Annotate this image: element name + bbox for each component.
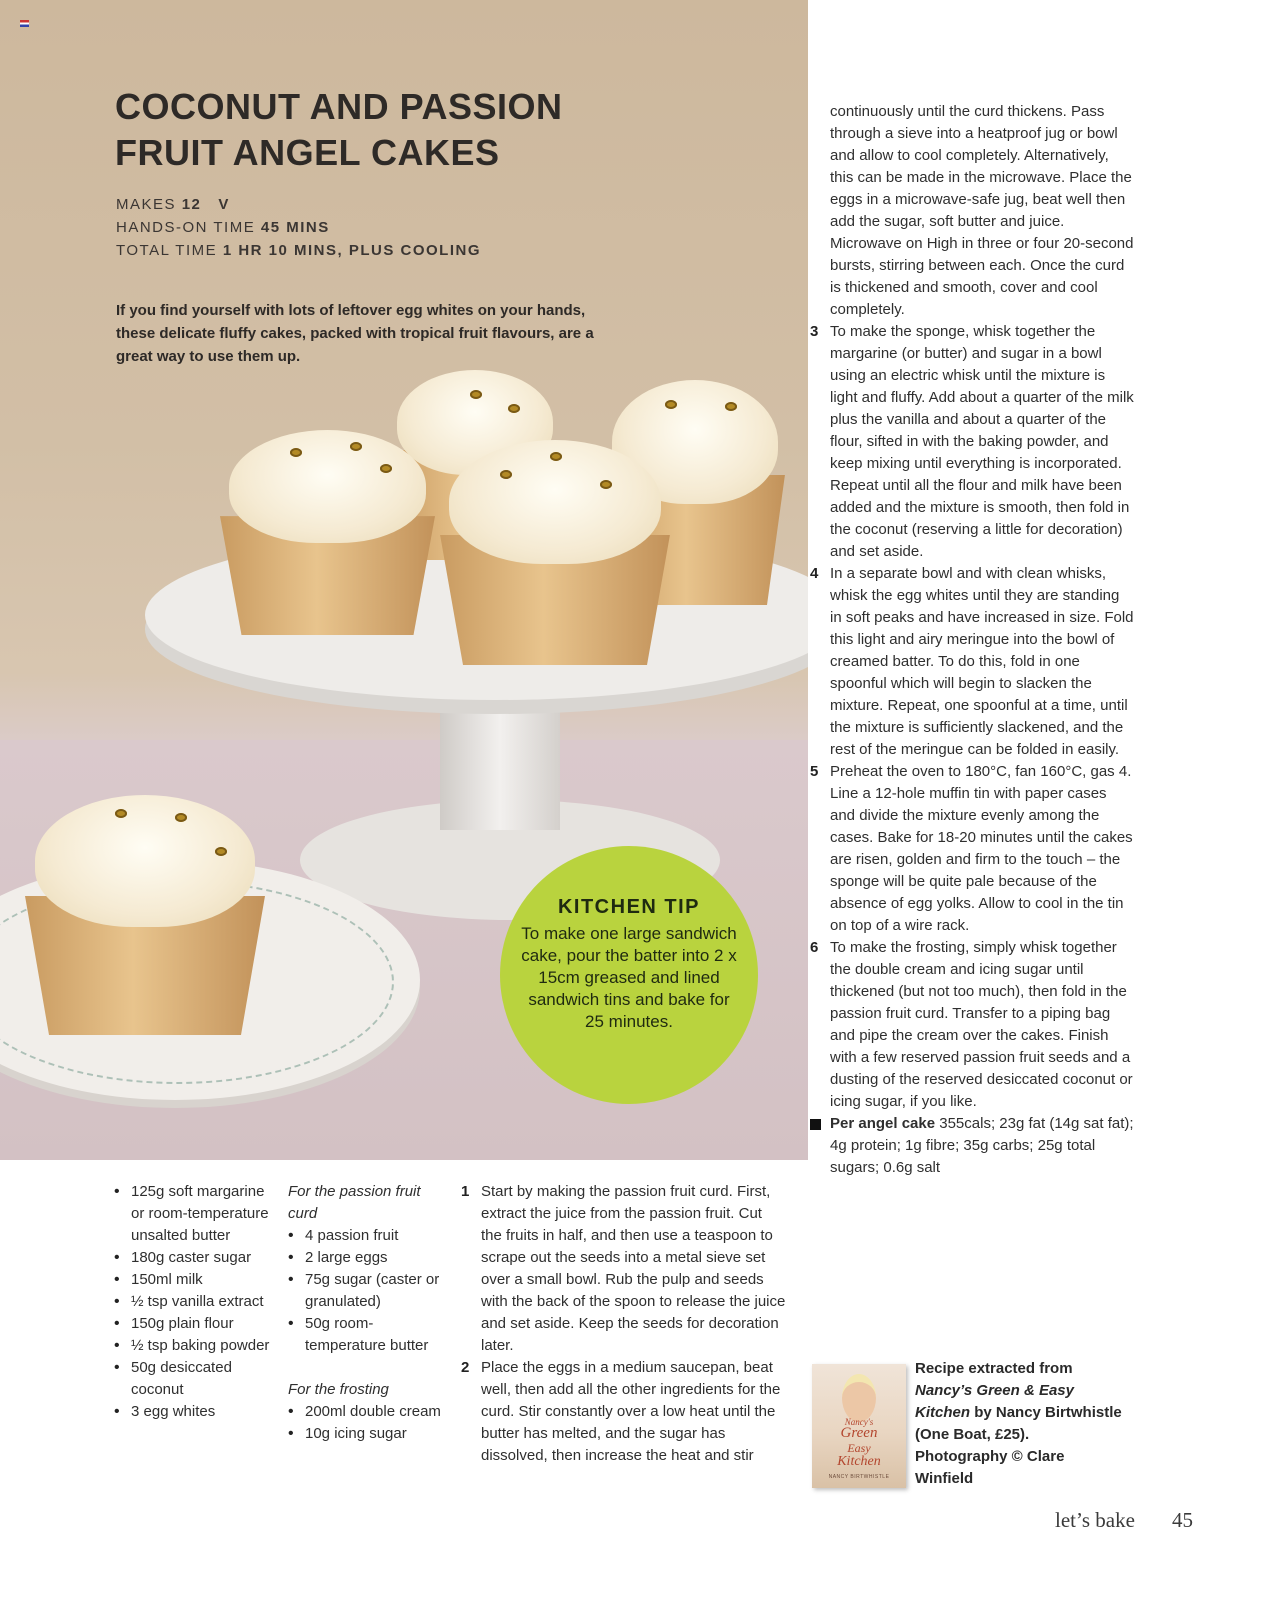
total-time-value: 1 HR 10 MINS, PLUS COOLING (222, 242, 482, 259)
page-number: 45 (1172, 1508, 1193, 1532)
method-step (461, 1181, 786, 1357)
method-step (810, 321, 1135, 563)
method-col-1 (461, 1181, 786, 1467)
ingredient-item: • 75g sugar (caster or granulated) (288, 1269, 443, 1313)
ingredient-item: • 50g room-temperature butter (288, 1313, 443, 1357)
book-cover-title: Kitchen (837, 1454, 881, 1469)
ingredient-item: • 150g plain flour (114, 1313, 274, 1335)
ingredient-item: • 10g icing sugar (288, 1423, 443, 1445)
step-text: To make the sponge, whisk together the margarine (or butter) and sugar in a bowl using an electric whisk until the mixture is light and fluffy. Add about a quarter of the milk plus the vanilla and about a quarter of the flour, sifted in with the baking powder, and keep mixing until everything is incorporated. Repeat until all the flour and milk have been added and the mixture is smooth, then fold in the coconut (reserving a little for decoration) and set aside. (830, 323, 1134, 560)
nutrition-info (810, 1113, 1135, 1179)
ingredient-item: • ½ tsp vanilla extract (114, 1291, 274, 1313)
ingredient-item: • 2 large eggs (288, 1247, 443, 1269)
section-label: let’s bake (1055, 1508, 1135, 1532)
method-col-2 (810, 101, 1135, 1179)
step-number: 4 (810, 565, 819, 582)
ingredient-item: • 50g desiccated coconut (114, 1357, 274, 1401)
book-cover-author: NANCY BIRTWHISTLE (828, 1474, 890, 1480)
recipe-meta (116, 193, 481, 262)
method-step (810, 937, 1135, 1113)
makes-label: MAKES (116, 196, 177, 213)
frosting-heading: For the frosting (288, 1381, 389, 1398)
cupcake (440, 440, 670, 665)
ingredient-item: • 3 egg whites (114, 1401, 274, 1423)
title-line-1: COCONUT AND PASSION (115, 86, 563, 127)
ingredients-main (114, 1181, 274, 1423)
book-cover-title: Green (840, 1425, 878, 1441)
kitchen-tip-circle (500, 846, 758, 1104)
author-portrait (842, 1374, 876, 1422)
step-number: 6 (810, 939, 819, 956)
ingredient-item: • ½ tsp baking powder (114, 1335, 274, 1357)
book-cover-image (812, 1364, 906, 1488)
step-text: Preheat the oven to 180°C, fan 160°C, gas 4. Line a 12-hole muffin tin with paper cases and divide the mixture evenly among the cases. Bake for 18-20 minutes until the cakes are risen, golden and firm to the touch – the sponge will be quite pale because of the absence of egg yolks. Allow to cool in the tin on top of a wire rack. (830, 763, 1133, 934)
step-text: continuously until the curd thickens. Pass through a sieve into a heatproof jug or bowl and allow to cool completely. Alternatively, this can be made in the microwave. Place the eggs in a microwave-safe jug, beat well then add the sugar, soft butter and juice. Microwave on High in three or four 20-second bursts, stirring between each. Once the curd is thickened and smooth, cover and cool completely. (830, 103, 1134, 318)
makes-value: 12 (181, 196, 202, 213)
nutrition-text: 355cals; 23g fat (14g sat fat); 4g protein; 1g fibre; 35g carbs; 25g total sugars; 0.6g salt (830, 1115, 1134, 1176)
recipe-title (115, 84, 563, 176)
step-number: 3 (810, 323, 819, 340)
ingredient-item: • 180g caster sugar (114, 1247, 274, 1269)
cupcake (220, 430, 435, 635)
total-time-label: TOTAL TIME (116, 242, 218, 259)
ingredient-item: • 150ml milk (114, 1269, 274, 1291)
kitchen-tip-text: To make one large sandwich cake, pour the batter into 2 x 15cm greased and lined sandwich tins and bake for 25 minutes. (521, 924, 737, 1031)
title-line-2: FRUIT ANGEL CAKES (115, 132, 500, 173)
total-time-row (116, 239, 481, 262)
ingredients-sub (288, 1181, 443, 1445)
ingredient-item: • 4 passion fruit (288, 1225, 443, 1247)
hands-on-label: HANDS-ON TIME (116, 219, 256, 236)
method-step (810, 761, 1135, 937)
step-text: In a separate bowl and with clean whisks, whisk the egg whites until they are standing in soft peaks and have increased in size. Fold this light and airy meringue into the bowl of creamed batter. To do this, fold in one spoonful which will begin to slacken the mixture. Repeat, one spoonful at a time, until the mixture is sufficiently slackened, and the rest of the meringue can be folded in easily. (830, 565, 1134, 758)
step-number: 5 (810, 763, 819, 780)
square-bullet-icon (810, 1119, 821, 1130)
recipe-credit (915, 1358, 1125, 1490)
hands-on-row (116, 216, 481, 239)
ingredient-item: • 200ml double cream (288, 1401, 443, 1423)
hands-on-value: 45 MINS (260, 219, 330, 236)
cake-stand-stem (440, 690, 560, 830)
kitchen-tip-title: KITCHEN TIP (557, 896, 701, 918)
step-text: Place the eggs in a medium saucepan, beat well, then add all the other ingredients for the curd. Stir constantly over a low heat until the butter has melted, and the sugar has dissolved, then increase the heat and stir (481, 1359, 781, 1464)
step-number: 1 (461, 1183, 470, 1200)
recipe-intro: If you find yourself with lots of leftover egg whites on your hands, these delicate fluffy cakes, packed with tropical fruit flavours, are a great way to use them up. (116, 302, 594, 365)
method-step (461, 1357, 786, 1467)
vegetarian-badge: V (218, 196, 230, 213)
flag-icon (20, 20, 29, 27)
curd-heading: For the passion fruit curd (288, 1183, 421, 1222)
credit-prefix: Recipe extracted from (915, 1360, 1073, 1377)
makes-row (116, 193, 481, 216)
ingredient-item: • 125g soft margarine or room-temperature unsalted butter (114, 1181, 274, 1247)
method-step-continued (810, 101, 1135, 321)
cupcake (25, 795, 265, 1035)
method-step (810, 563, 1135, 761)
credit-suffix: by Nancy Birtwhistle (One Boat, £25). Photography © Clare Winfield (915, 1404, 1122, 1487)
book-cover-title: Nancy's (844, 1417, 874, 1427)
book-cover-title: Easy (847, 1441, 871, 1455)
step-number: 2 (461, 1359, 470, 1376)
nutrition-label: Per angel cake (830, 1115, 936, 1132)
step-text: Start by making the passion fruit curd. First, extract the juice from the passion fruit. Cut the fruits in half, and then use a teaspoon to scrape out the seeds into a metal sieve set over a small bowl. Rub the pulp and seeds with the back of the spoon to release the juice and set aside. Keep the seeds for decoration later. (481, 1183, 786, 1354)
step-text: To make the frosting, simply whisk together the double cream and icing sugar until thickened (but not too much), then fold in the passion fruit curd. Transfer to a piping bag and pipe the cream over the cakes. Finish with a few reserved passion fruit seeds and a dusting of the reserved desiccated coconut or icing sugar, if you like. (830, 939, 1133, 1110)
credit-book-title: Nancy’s Green & Easy Kitchen (915, 1382, 1074, 1421)
